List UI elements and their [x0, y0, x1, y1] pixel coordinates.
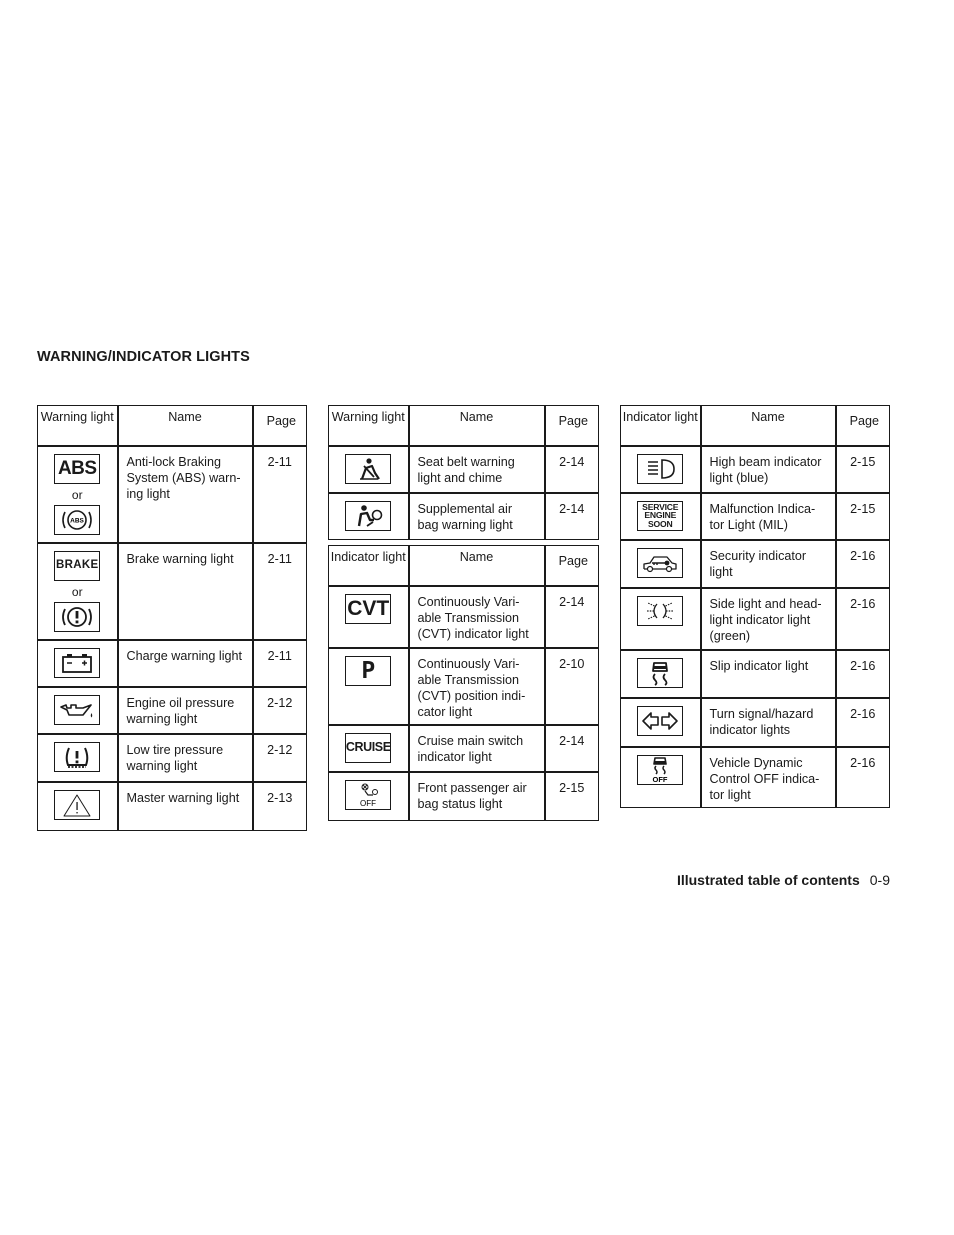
light-name: Slip indicator light: [701, 650, 836, 698]
light-name: Cruise main switch indicator light: [409, 725, 545, 772]
table-row: [329, 725, 599, 772]
page-ref: 2-15: [836, 493, 890, 540]
icon-cell: [38, 446, 118, 543]
page-ref: 2-14: [545, 446, 599, 493]
table-row: [621, 588, 890, 650]
table-header-row: [329, 546, 599, 586]
page-ref: 2-11: [253, 640, 307, 687]
table-header-row: [38, 406, 307, 446]
column-header-page: Page: [836, 406, 890, 446]
column-header-name: Name: [701, 406, 836, 446]
side-light-icon: [637, 596, 683, 626]
warning-lights-table-1: [37, 405, 307, 831]
light-name: Low tire pressure warning light: [118, 734, 253, 782]
table-row: [38, 543, 307, 640]
table-row: [38, 640, 307, 687]
table-row: [621, 698, 890, 747]
turn-signal-arrows-icon: [637, 706, 683, 736]
page-ref: 2-10: [545, 648, 599, 725]
warning-triangle-icon: [54, 790, 100, 820]
indicator-lights-table-1: [328, 545, 599, 821]
light-name: Malfunction Indica-tor Light (MIL): [701, 493, 836, 540]
light-name: Security indicator light: [701, 540, 836, 588]
table-row: [38, 687, 307, 734]
column-header-warning-light: Warning light: [38, 406, 118, 446]
column-header-name: Name: [409, 546, 545, 586]
airbag-icon: [345, 501, 391, 531]
table-row: [621, 747, 890, 808]
table-row: [329, 493, 599, 540]
slip-car-icon: [637, 658, 683, 688]
icon-cell: [621, 493, 701, 540]
light-name: Seat belt warning light and chime: [409, 446, 545, 493]
column-header-page: Page: [545, 406, 599, 446]
page-ref: 2-16: [836, 588, 890, 650]
column-header-page: Page: [253, 406, 307, 446]
light-name: Continuously Vari-able Transmission (CVT) indicator light: [409, 586, 545, 648]
light-name: Charge warning light: [118, 640, 253, 687]
icon-cell: [329, 725, 409, 772]
light-name: Vehicle Dynamic Control OFF indica-tor light: [701, 747, 836, 808]
table-row: [329, 586, 599, 648]
light-name: Master warning light: [118, 782, 253, 831]
tire-pressure-icon: [54, 742, 100, 772]
page-ref: 2-16: [836, 650, 890, 698]
column-header-name: Name: [118, 406, 253, 446]
table-row: [621, 650, 890, 698]
icon-cell: [38, 734, 118, 782]
icon-cell: [38, 687, 118, 734]
icon-cell: [38, 782, 118, 831]
light-name: Engine oil pressure warning light: [118, 687, 253, 734]
table-row: [621, 493, 890, 540]
passenger-airbag-off-icon: [345, 780, 391, 810]
page-ref: 2-13: [253, 782, 307, 831]
page-ref: 2-15: [836, 446, 890, 493]
page-ref: 2-14: [545, 725, 599, 772]
icon-cell: [329, 446, 409, 493]
table-row: [38, 734, 307, 782]
icon-cell: [329, 493, 409, 540]
page-ref: 2-15: [545, 772, 599, 821]
light-name: Turn signal/hazard indicator lights: [701, 698, 836, 747]
table-row: [38, 782, 307, 831]
warning-lights-table-2: [328, 405, 599, 540]
page-footer: [677, 872, 890, 888]
page-ref: 2-16: [836, 540, 890, 588]
cvt-text-icon: CVT: [345, 594, 391, 624]
page-ref: 2-14: [545, 493, 599, 540]
indicator-lights-table-2: [620, 405, 890, 808]
page-number: 0-9: [869, 872, 890, 888]
or-label: or: [71, 487, 83, 502]
icon-cell: [621, 650, 701, 698]
column-header-indicator-light: Indicator light: [329, 546, 409, 586]
light-name: Front passenger air bag status light: [409, 772, 545, 821]
light-name: Brake warning light: [118, 543, 253, 640]
page-ref: 2-12: [253, 687, 307, 734]
battery-icon: [54, 648, 100, 678]
abs-circle-icon: [54, 505, 100, 535]
table-row: [621, 540, 890, 588]
table-row: [329, 772, 599, 821]
page-ref: 2-14: [545, 586, 599, 648]
brake-exclamation-circle-icon: [54, 602, 100, 632]
service-engine-soon-icon: SERVICE ENGINE SOON: [637, 501, 683, 531]
icon-cell: [329, 772, 409, 821]
column-header-warning-light: Warning light: [329, 406, 409, 446]
page-ref: 2-12: [253, 734, 307, 782]
column-header-indicator-light: Indicator light: [621, 406, 701, 446]
table-row: [329, 648, 599, 725]
park-p-icon: P: [345, 656, 391, 686]
page-ref: 2-11: [253, 446, 307, 543]
oil-can-icon: [54, 695, 100, 725]
svg-text:OFF: OFF: [360, 798, 377, 808]
light-name: Continuously Vari-able Transmission (CVT) position indi-cator light: [409, 648, 545, 725]
light-name: High beam indicator light (blue): [701, 446, 836, 493]
brake-text-icon: BRAKE: [54, 551, 100, 581]
table-header-row: [329, 406, 599, 446]
abs-text-icon: ABS: [54, 454, 100, 484]
icon-cell: [329, 648, 409, 725]
svg-text:ABS: ABS: [70, 517, 85, 524]
light-name: Side light and head-light indicator light (green): [701, 588, 836, 650]
icon-cell: [621, 747, 701, 808]
light-name: Anti-lock Braking System (ABS) warn-ing light: [118, 446, 253, 543]
icon-cell: [621, 446, 701, 493]
icon-cell: [329, 586, 409, 648]
column-header-name: Name: [409, 406, 545, 446]
light-name: Supplemental air bag warning light: [409, 493, 545, 540]
or-label: or: [71, 584, 83, 599]
table-header-row: [621, 406, 890, 446]
table-row: [329, 446, 599, 493]
icon-cell: [621, 540, 701, 588]
security-car-key-icon: [637, 548, 683, 578]
page-ref: 2-11: [253, 543, 307, 640]
icon-cell: [38, 640, 118, 687]
section-title: WARNING/INDICATOR LIGHTS: [37, 349, 250, 365]
seat-belt-icon: [345, 454, 391, 484]
table-row: [621, 446, 890, 493]
footer-section-title: Illustrated table of contents: [676, 872, 860, 888]
high-beam-icon: [637, 454, 683, 484]
table-row: [38, 446, 307, 543]
cruise-text-icon: CRUISE: [345, 733, 391, 763]
icon-cell: [38, 543, 118, 640]
icon-cell: [621, 698, 701, 747]
icon-cell: [621, 588, 701, 650]
page-ref: 2-16: [836, 698, 890, 747]
vdc-off-icon: [637, 755, 683, 785]
column-header-page: Page: [545, 546, 599, 586]
page-ref: 2-16: [836, 747, 890, 808]
svg-text:OFF: OFF: [652, 774, 668, 784]
